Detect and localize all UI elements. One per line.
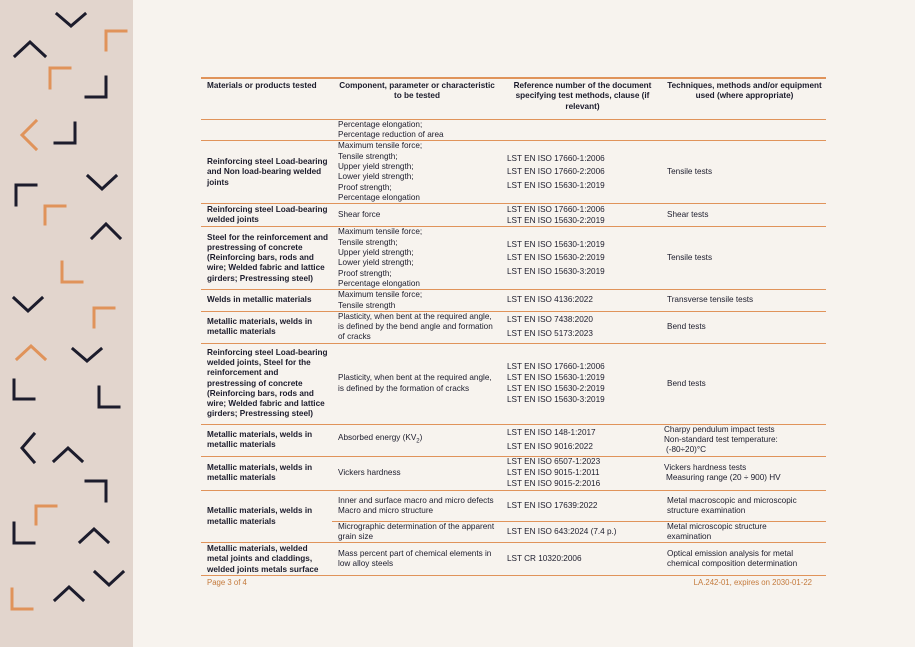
parameter-line: Percentage elongation; [338, 119, 423, 129]
technique-line: Metal macroscopic and microscopic [667, 495, 797, 505]
table-row [201, 424, 826, 456]
table-row [201, 311, 826, 343]
reference-line: LST EN ISO 15630-3:2019 [507, 266, 605, 276]
parameter-line: Upper yield strength; [338, 248, 414, 258]
reference-cell: LST EN ISO 643:2024 (7.4 p.) [507, 526, 617, 536]
parameter-cell [332, 290, 502, 312]
reference-cell [502, 343, 663, 424]
technique-cell [663, 424, 826, 456]
reference-cell: LST EN ISO 4136:2022 [507, 295, 593, 305]
scope-table [201, 77, 826, 576]
technique-line: examination [667, 532, 712, 542]
technique-line: Charpy pendulum impact tests [664, 424, 775, 434]
reference-line: LST EN ISO 17660-2:2006 [507, 167, 605, 177]
parameter-line: Maximum tensile force; [338, 290, 423, 300]
material-cell: Welds in metallic materials [207, 295, 312, 305]
table-row [201, 456, 826, 490]
technique-cell: Bend tests [667, 378, 706, 388]
table-row [201, 543, 826, 576]
table-row [201, 343, 826, 424]
technique-line: Vickers hardness tests [664, 462, 747, 472]
technique-cell: Bend tests [667, 322, 706, 332]
technique-line: Optical emission analysis for metal [667, 549, 794, 559]
material-cell: Reinforcing steel Load-bearing and Non load-bearing welded joints [207, 156, 328, 187]
reference-line: LST EN ISO 15630-2:2019 [507, 215, 605, 225]
table-row [201, 490, 826, 521]
technique-line: chemical composition determination [667, 559, 798, 569]
technique-cell: Tensile tests [667, 253, 713, 263]
parameter-cell: Shear force [338, 210, 381, 220]
reference-line: LST EN ISO 15630-1:2019 [507, 239, 605, 249]
parameter-cell [332, 141, 502, 204]
parameter-text: ) [419, 433, 423, 443]
parameter-line: Percentage reduction of area [338, 130, 444, 140]
reference-line: LST EN ISO 9015-1:2011 [507, 468, 600, 478]
material-cell: Steel for the reinforcement and prestressing of concrete (Reinforcing bars, rods and wire; Welded fabric and lattice girders; Prestressing steel) [207, 232, 329, 283]
parameter-line: Tensile strength; [338, 237, 398, 247]
parameter-line: Lower yield strength; [338, 172, 414, 182]
parameter-line: Upper yield strength; [338, 162, 414, 172]
page-number: Page 3 of 4 [207, 578, 247, 587]
technique-cell: Shear tests [667, 210, 709, 220]
parameter-cell: Mass percent part of chemical elements in low alloy steels [338, 549, 492, 569]
technique-cell: Transverse tensile tests [667, 295, 754, 305]
technique-cell: Tensile tests [667, 167, 713, 177]
reference-cell [502, 227, 663, 290]
reference-cell: LST CR 10320:2006 [507, 554, 582, 564]
material-cell: Metallic materials, welds in metallic materials [207, 462, 313, 483]
reference-line: LST EN ISO 7438:2020 [507, 315, 593, 325]
parameter-cell: Plasticity, when bent at the required angle, is defined by the bend angle and formation of cracks [338, 311, 493, 342]
material-cell: Metallic materials, welds in metallic materials [207, 506, 313, 526]
header-techniques: Techniques, methods and/or equipment used (where appropriate) [667, 81, 822, 101]
parameter-cell [332, 490, 502, 521]
reference-line: LST EN ISO 15630-1:2019 [507, 373, 605, 382]
technique-cell [663, 543, 826, 576]
header-reference: Reference number of the document specifying test methods, clause (if relevant) [513, 81, 652, 111]
parameter-subscript: 2 [416, 438, 420, 445]
reference-line: LST EN ISO 17660-1:2006 [507, 361, 605, 371]
reference-line: LST EN ISO 15630-2:2019 [507, 253, 605, 263]
parameter-cell [332, 424, 502, 456]
parameter-line: Tensile strength; [338, 151, 398, 161]
parameter-cell [332, 119, 502, 141]
parameter-line: Inner and surface macro and micro defects [338, 495, 494, 505]
parameter-cell: Vickers hardness [338, 468, 401, 478]
material-cell: Reinforcing steel Load-bearing welded joints, Steel for the reinforcement and prestressing of concrete (Reinforcing bars, rods and wire; Welded fabric and lattice girders; Prestressing steel) [207, 347, 328, 419]
technique-cell [663, 490, 826, 521]
reference-line: LST EN ISO 15630-1:2019 [507, 180, 605, 190]
parameter-text: Absorbed energy (KV [338, 433, 417, 443]
parameter-cell: Micrographic determination of the apparent grain size [338, 521, 495, 542]
material-cell: Metallic materials, welds in metallic materials [207, 316, 313, 337]
header-component: Component, parameter or characteristic to be tested [339, 81, 495, 101]
parameter-line: Macro and micro structure [338, 505, 434, 515]
technique-line: Non-standard test temperature: [664, 434, 778, 444]
reference-line: LST EN ISO 9016:2022 [507, 441, 593, 451]
table-row [201, 204, 826, 227]
material-cell: Metallic materials, welded metal joints and claddings, welded joints metals surface [207, 543, 319, 574]
parameter-line: Maximum tensile force; [338, 227, 423, 237]
parameter-line: Lower yield strength; [338, 258, 414, 268]
technique-line: Measuring range (20 ÷ 900) HV [666, 473, 781, 483]
table-row [201, 227, 826, 290]
technique-cell [663, 456, 826, 490]
reference-line: LST EN ISO 15630-3:2019 [507, 395, 605, 405]
parameter-line: Percentage elongation [338, 278, 420, 288]
parameter-line: Proof strength; [338, 268, 392, 278]
reference-line: LST EN ISO 17660-1:2006 [507, 153, 605, 163]
technique-cell [663, 119, 826, 141]
table-row [201, 141, 826, 204]
table-row [201, 290, 826, 312]
decorative-sidebar [0, 0, 133, 647]
parameter-cell [332, 227, 502, 290]
parameter-cell: Plasticity, when bent at the required angle, is defined by the formation of cracks [338, 373, 492, 393]
technique-line: Metal microscopic structure [667, 521, 767, 531]
parameter-line: Maximum tensile force; [338, 141, 423, 151]
reference-cell [502, 204, 663, 227]
accreditation-number: LA.242-01, expires on 2030-01-22 [693, 578, 812, 587]
parameter-line: Percentage elongation [338, 192, 420, 202]
technique-cell [663, 521, 826, 543]
accreditation-scope-document [201, 77, 826, 576]
reference-cell [502, 119, 663, 141]
technique-line: (-80÷20)°C [666, 445, 707, 455]
reference-cell [502, 424, 663, 456]
reference-line: LST EN ISO 148-1:2017 [507, 428, 596, 438]
table-header-row [201, 78, 826, 119]
reference-line: LST EN ISO 15630-2:2019 [507, 384, 605, 394]
parameter-line: Proof strength; [338, 182, 392, 192]
reference-line: LST EN ISO 6507-1:2023 [507, 456, 601, 466]
reference-cell [502, 311, 663, 343]
material-cell: Metallic materials, welds in metallic materials [207, 429, 313, 450]
parameter-line: Tensile strength [338, 300, 396, 310]
material-cell [201, 119, 332, 141]
material-cell: Reinforcing steel Load-bearing welded joints [207, 205, 328, 225]
technique-line: structure examination [667, 505, 746, 515]
reference-cell: LST EN ISO 17639:2022 [507, 500, 598, 510]
reference-cell [502, 141, 663, 204]
chevron-pattern-icon [0, 0, 133, 647]
reference-line: LST EN ISO 9015-2:2016 [507, 479, 601, 489]
header-materials: Materials or products tested [207, 81, 317, 90]
reference-cell [502, 456, 663, 490]
reference-line: LST EN ISO 5173:2023 [507, 328, 593, 338]
table-row [201, 119, 826, 141]
reference-line: LST EN ISO 17660-1:2006 [507, 204, 605, 214]
